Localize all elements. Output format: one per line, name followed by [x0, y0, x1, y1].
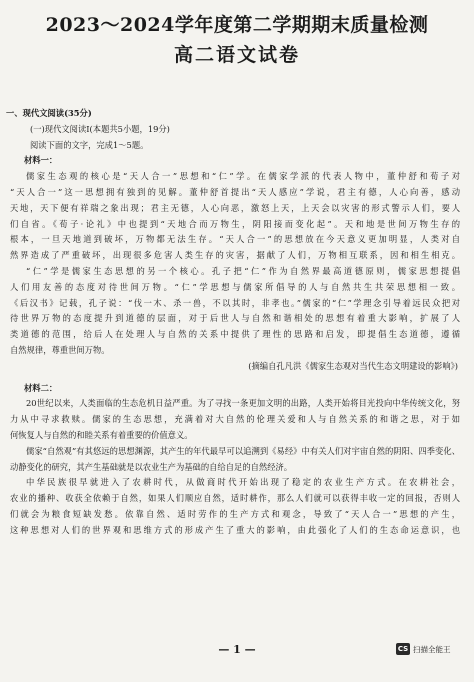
source-citation: (摘编自孔凡洪《儒家生态观对当代生态文明建设的影响》) [248, 360, 458, 371]
text-line: 然界造成了严重破坏，出现很多危害人类生存的灾害，据献了人们，万物相互联系，因和相生相克。 [10, 250, 460, 261]
material-2-label: 材料二： [24, 382, 58, 393]
text-line: 自然规律，尊重世间万物。 [10, 344, 110, 355]
text-line: 们自省。《荀子·论礼》中也提到“天地合而万物生，阴阳接而变化起”。天和地是世间万物生存的 [10, 218, 460, 229]
scanner-logo-icon: CS [397, 645, 409, 653]
scanner-label: 扫描全能王 [413, 644, 451, 654]
text-line: 20世纪以来，人类面临的生态危机日益严重。为了寻找一条更加文明的出路，人类开始将目光投向中华传统文化，努 [26, 398, 460, 409]
text-line: “仁”学是儒家生态思想的另一个核心。孔子把“仁”作为自然界最高道德原则，儒家思想提倡 [26, 265, 460, 276]
scanner-watermark [396, 643, 451, 655]
text-line: 农业的播种、收获全依赖于自然，如果人们顺应自然，适时耕作，那么人们就可以获得丰收一定的回报，否则人 [10, 493, 460, 504]
text-line: 根本，一旦天地道到破坏，万物都无法生存。“天人合一”的思想放在今天意义更加明显，人类对自 [10, 234, 460, 245]
text-line: 待世界万物的态度提升到道德的层面，对于后世人与自然和谐相处的思想有着重大影响，扩展了人 [10, 313, 460, 324]
material-1-label: 材料一： [24, 155, 58, 166]
text-line: 《后汉书》记载，孔子说：“伐一木、杀一兽，不以其时，非孝也。”儒家的“仁”学理念引导着远民众把对 [10, 297, 460, 308]
exam-subtitle: 高二语文试卷 [173, 44, 300, 66]
text-line: 儒家生态观的核心是“天人合一”思想和“仁”学。在儒家学派的代表人物中，董仲舒和荀子对 [26, 171, 460, 182]
text-line: 类道德的范围，给后人在处理人与自然的关系中提供了理性的思路和启发，即提倡生态道德，遵循 [10, 329, 460, 340]
text-line: 人们用友善的态度对待世间万物。“仁”学思想与儒家所倡导的人与自然共生共荣思想相一致。 [10, 281, 460, 292]
text-line: 儒家“自然观”有其悠远的思想渊源，其产生的年代最早可以追溯到《易经》中有关人们对宇宙自然的阴阳、四季变化、 [26, 445, 460, 456]
text-line: “天人合一”这一思想拥有独到的见解。董仲舒首提出“天人感应”学说，君主有德，人心向善，感动 [10, 186, 460, 197]
text-line: 何恢复人与自然的和睦关系有着重要的价值意义。 [10, 429, 193, 440]
text-line: 力从中寻求救赎。儒家的生态思想，充满着对大自然的伦理关爱和人与自然关系的和谐之思，对于如 [10, 414, 460, 425]
exam-title: 2023～2024学年度第二学期期末质量检测 [45, 14, 429, 36]
text-line: 动静变化的研究，其产生基础就是以农业生产为基础的自给自足的自然经济。 [10, 461, 293, 472]
page-number: — 1 — [218, 643, 256, 656]
text-line: 这种思想对人们的世界观和思维方式的形成产生了重大的影响，由此强化了人们的生态命运意识，也 [10, 524, 460, 535]
exam-body [0, 106, 474, 539]
text-line: 天地，天下便有祥瑞之象出现；君主无德，人心向恶，激怒上天，上天会以灾害的形式警示人们，要人 [10, 202, 460, 213]
section-heading: 一、现代文阅读(35分) [6, 108, 92, 118]
sub-section-heading: (一)现代文阅读Ⅰ(本题共5小题，19分) [30, 123, 170, 134]
text-line: 中华民族很早就进入了农耕时代，从做商时代开始出现了稳定的农业生产方式。在农耕社会， [26, 477, 460, 488]
instruction-text: 阅读下面的文字，完成1～5题。 [30, 139, 149, 150]
text-line: 们就会为粮食短缺发愁。依靠自然、适时劳作的生产方式和观念，导致了“天人合一”思想的产生， [10, 508, 460, 519]
